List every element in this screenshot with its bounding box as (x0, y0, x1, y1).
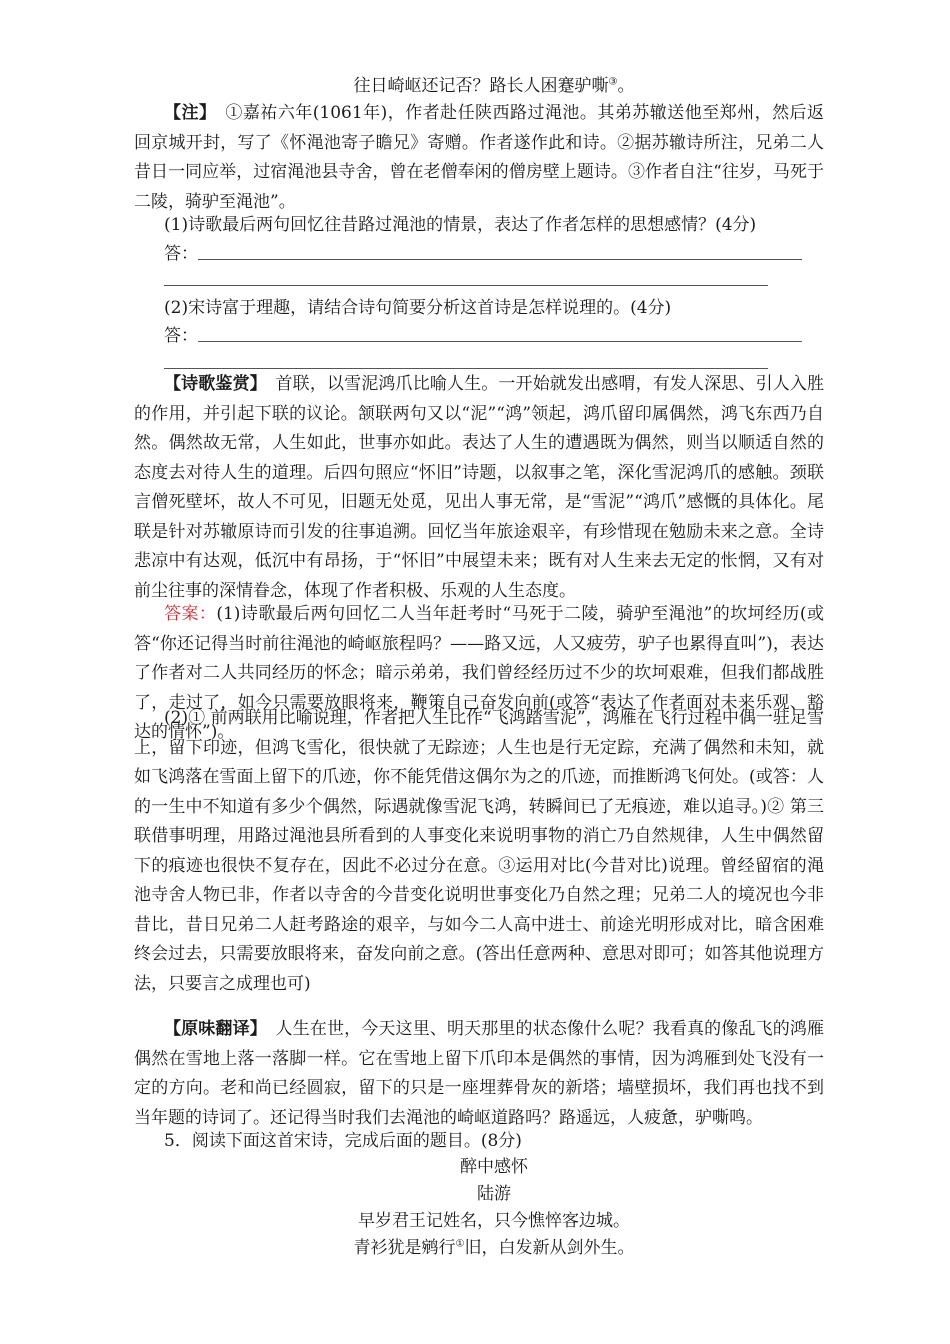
note-paragraph (134, 99, 824, 217)
answer-paragraph-2: (2)① 前两联用比喻说理，作者把人生比作“飞鸿踏雪泥”，鸿雁在飞行过程中偶一驻足雪上，留下印迹，但鸿飞雪化，很快就了无踪迹；人生也是行无定踪，充满了偶然和未知，就如飞鸿落在雪面上留下的爪迹，你不能凭借这偶尔为之的爪迹，而推断鸿飞何处。(或答：人的一生中不知道有多少个偶然，际遇就像雪泥飞鸿，转瞬间已了无痕迹，难以追寻。)② 第三联借事明理，用路过渑池县所看到的人事变化来说明事物的消亡乃自然规律，人生中偶然留下的痕迹也很快不复存在，因此不必过分在意。③运用对比(今昔对比)说理。曾经留宿的渑池寺舍人物已非，作者以寺舍的今昔变化说明世事变化乃自然之理；兄弟二人的境况也今非昔比，昔日兄弟二人赶考路途的艰辛，与如今二人高中进士、前途光明形成对比，暗含困难终会过去，只需要放眼将来，奋发向前之意。(答出任意两种、意思对即可；如答其他说理方法，只要言之成理也可) (134, 708, 824, 994)
question-1-answer-label: 答： (164, 244, 198, 264)
poem-line (164, 1234, 824, 1262)
question-2: (2)宋诗富于理趣，请结合诗句简要分析这首诗是怎样说理的。(4分) (164, 298, 672, 318)
answer-blank-line[interactable] (164, 285, 768, 286)
answer-label: 答案： (164, 604, 217, 624)
poem-line-end: 。 (617, 76, 635, 96)
poem-line (164, 72, 824, 100)
translation-tag: 【原味翻译】 (164, 1019, 259, 1039)
question-5: 5．阅读下面这首宋诗，完成后面的题目。(8分) (164, 1131, 522, 1151)
answer-blank-line[interactable] (198, 341, 802, 342)
note-tag: 【注】 (164, 103, 208, 123)
note-text: ①嘉祐六年(1061年)，作者赴任陕西路过渑池。其弟苏辙送他至郑州，然后返回京城开封，写了《怀渑池寄子瞻兄》寄赠。作者遂作此和诗。②据苏辙诗所注，兄弟二人昔日一同应举，过宿渑池县寺舍，曾在老僧奉闲的僧房壁上题诗。③作者自注“往岁，马死于二陵，骑驴至渑池”。 (134, 103, 825, 212)
question-2-answer-label: 答： (164, 326, 198, 346)
appreciation-tag: 【诗歌鉴赏】 (164, 374, 259, 394)
footnote-mark: ① (455, 1238, 465, 1250)
translation-paragraph (134, 1015, 824, 1133)
translation-text: 人生在世，今天这里、明天那里的状态像什么呢？我看真的像乱飞的鸿雁偶然在雪地上落一落脚一样。它在雪地上留下爪印本是偶然的事情，因为鸿雁到处飞没有一定的方向。老和尚已经圆寂，留下的只是一座埋葬骨灰的新塔；墙壁损坏，我们再也找不到当年题的诗词了。还记得当时我们去渑池的崎岖道路吗？路遥远，人疲惫，驴嘶鸣。 (134, 1019, 825, 1128)
poem-line-part: 青衫犹是鹓行 (353, 1238, 456, 1258)
answer-blank-line[interactable] (198, 259, 802, 260)
footnote-mark: ③ (608, 76, 618, 88)
answer-blank-line[interactable] (164, 368, 768, 369)
question-1: (1)诗歌最后两句回忆往昔路过渑池的情景，表达了作者怎样的思想感情？(4分) (164, 215, 757, 235)
poem-line-text: 往日崎岖还记否？路长人困蹇驴嘶 (353, 76, 609, 96)
appreciation-paragraph (134, 370, 824, 606)
appreciation-text: 首联，以雪泥鸿爪比喻人生。一开始就发出感喟，有发人深思、引人入胜的作用，并引起下联的议论。颔联两句又以“泥”“鸿”领起，鸿爪留印属偶然，鸿飞东西乃自然。偶然故无常，人生如此，世事亦如此。表达了人生的遭遇既为偶然，则当以顺适自然的态度去对待人生的道理。后四句照应“怀旧”诗题，以叙事之笔，深化雪泥鸿爪的感触。颈联言僧死壁坏，故人不可见，旧题无处觅，见出人事无常，是“雪泥”“鸿爪”感慨的具体化。尾联是针对苏辙原诗而引发的往事追溯。回忆当年旅途艰辛，有珍惜现在勉励未来之意。全诗悲凉中有达观，低沉中有昂扬，于“怀旧”中展望未来；既有对人生来去无定的怅惘，又有对前尘往事的深情眷念，体现了作者积极、乐观的人生态度。 (134, 374, 825, 601)
poem-author: 陆游 (477, 1184, 511, 1204)
poem-line: 早岁君王记姓名，只今憔悴客边城。 (358, 1211, 630, 1231)
poem-line-part: 旧，白发新从剑外生。 (464, 1238, 635, 1258)
poem-title: 醉中感怀 (460, 1157, 528, 1177)
answer-part-1: (1)诗歌最后两句回忆二人当年赶考时“马死于二陵，骑驴至渑池”的坎坷经历(或答“你还记得当时前往渑池的崎岖旅程吗？——路又远，人又疲劳，驴子也累得直叫”)，表达了作者对二人共同经历的怀念；暗示弟弟，我们曾经经历过不少的坎坷艰难，但我们都战胜了，走过了，如今只需要放眼将来，鞭策自己奋发向前(或答“表达了作者面对未来乐观、豁达的情怀”)。 (134, 604, 825, 742)
